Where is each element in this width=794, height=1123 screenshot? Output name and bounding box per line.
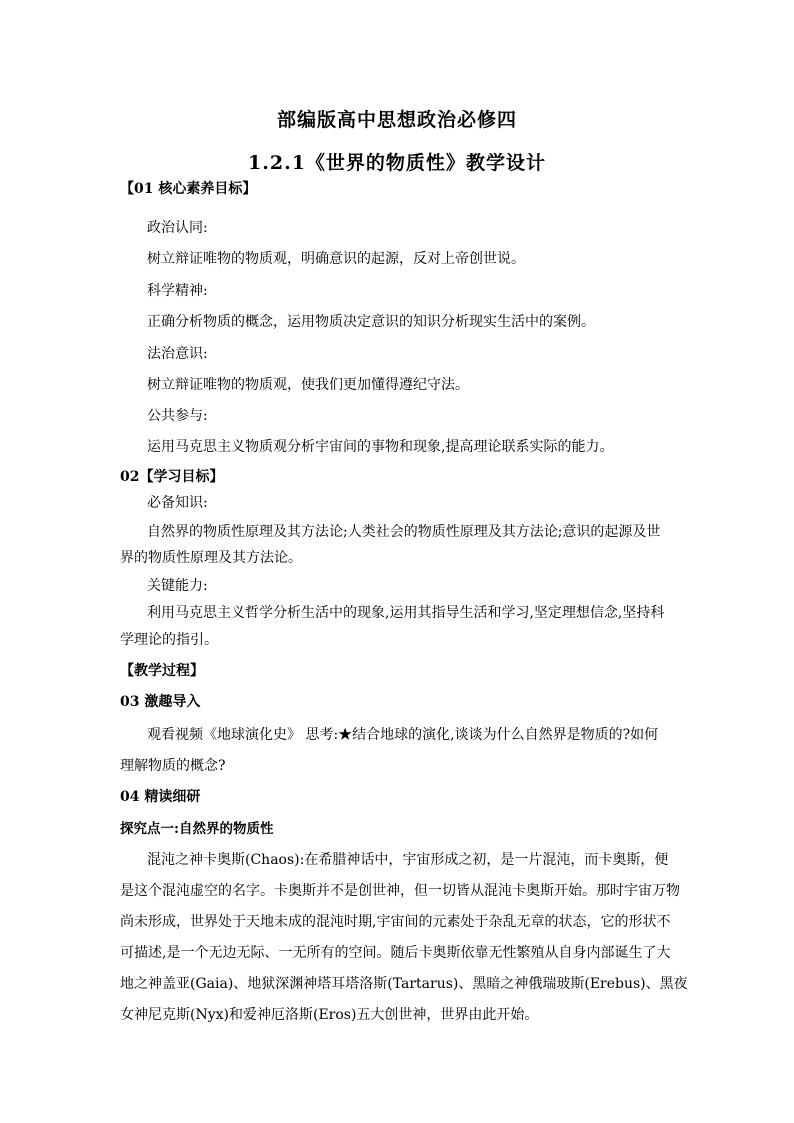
- section-core-heading: 【01 核心素养目标】: [120, 181, 257, 197]
- explore-point-title: 探究点一:自然界的物质性: [120, 821, 274, 837]
- intro-text: 理解物质的概念?: [120, 758, 226, 774]
- core-item-label: 科学精神:: [147, 283, 208, 299]
- explore-paragraph-line: 尚未形成，世界处于天地未成的混沌时期,宇宙间的元素处于杂乱无章的状态，它的形状不: [120, 914, 671, 930]
- explore-paragraph-line: 是这个混沌虚空的名字。卡奥斯并不是创世神，但一切皆从混沌卡奥斯开始。那时宇宙万物: [120, 883, 680, 899]
- section-reading-heading: 04 精读细研: [120, 789, 201, 805]
- explore-paragraph-line: 地之神盖亚(Gaia)、地狱深渊神塔耳塔洛斯(Tartarus)、黑暗之神俄瑞玻斯(Erebus)、黑夜: [120, 976, 688, 992]
- goals-item-text: 利用马克思主义哲学分析生活中的现象,运用其指导生活和学习,坚定理想信念,坚持科: [147, 605, 665, 621]
- explore-paragraph-line: 混沌之神卡奥斯(Chaos):在希腊神话中，宇宙形成之初，是一片混沌，而卡奥斯，便: [147, 852, 669, 868]
- core-item-text: 运用马克思主义物质观分析宇宙间的事物和现象,提高理论联系实际的能力。: [147, 439, 614, 455]
- document-title: 部编版高中思想政治必修四: [276, 109, 517, 131]
- goals-item-text: 自然界的物质性原理及其方法论;人类社会的物质性原理及其方法论;意识的起源及世: [147, 524, 661, 540]
- goals-item-text: 界的物质性原理及其方法论。: [120, 550, 302, 566]
- section-process-heading: 【教学过程】: [120, 663, 204, 679]
- core-item-text: 树立辩证唯物的物质观，明确意识的起源，反对上帝创世说。: [147, 251, 525, 267]
- section-intro-heading: 03 激趣导入: [120, 694, 201, 710]
- core-item-label: 公共参与:: [147, 408, 208, 424]
- goals-item-label: 必备知识:: [147, 495, 208, 511]
- goals-item-text: 学理论的指引。: [120, 632, 218, 648]
- goals-item-label: 关键能力:: [147, 578, 208, 594]
- explore-paragraph-line: 女神尼克斯(Nyx)和爱神厄洛斯(Eros)五大创世神，世界由此开始。: [120, 1007, 539, 1023]
- document-subtitle: 1.2.1《世界的物质性》教学设计: [248, 152, 546, 174]
- core-item-label: 政治认同:: [147, 220, 208, 236]
- core-item-label: 法治意识:: [147, 346, 208, 362]
- core-item-text: 树立辩证唯物的物质观，使我们更加懂得遵纪守法。: [147, 377, 469, 393]
- core-item-text: 正确分析物质的概念，运用物质决定意识的知识分析现实生活中的案例。: [147, 314, 595, 330]
- explore-paragraph-line: 可描述,是一个无边无际、一无所有的空间。随后卡奥斯依靠无性繁殖从自身内部诞生了大: [120, 945, 671, 961]
- section-goals-heading: 02【学习目标】: [120, 469, 224, 485]
- intro-text: 观看视频《地球演化史》 思考:★结合地球的演化,谈谈为什么自然界是物质的?如何: [147, 727, 659, 743]
